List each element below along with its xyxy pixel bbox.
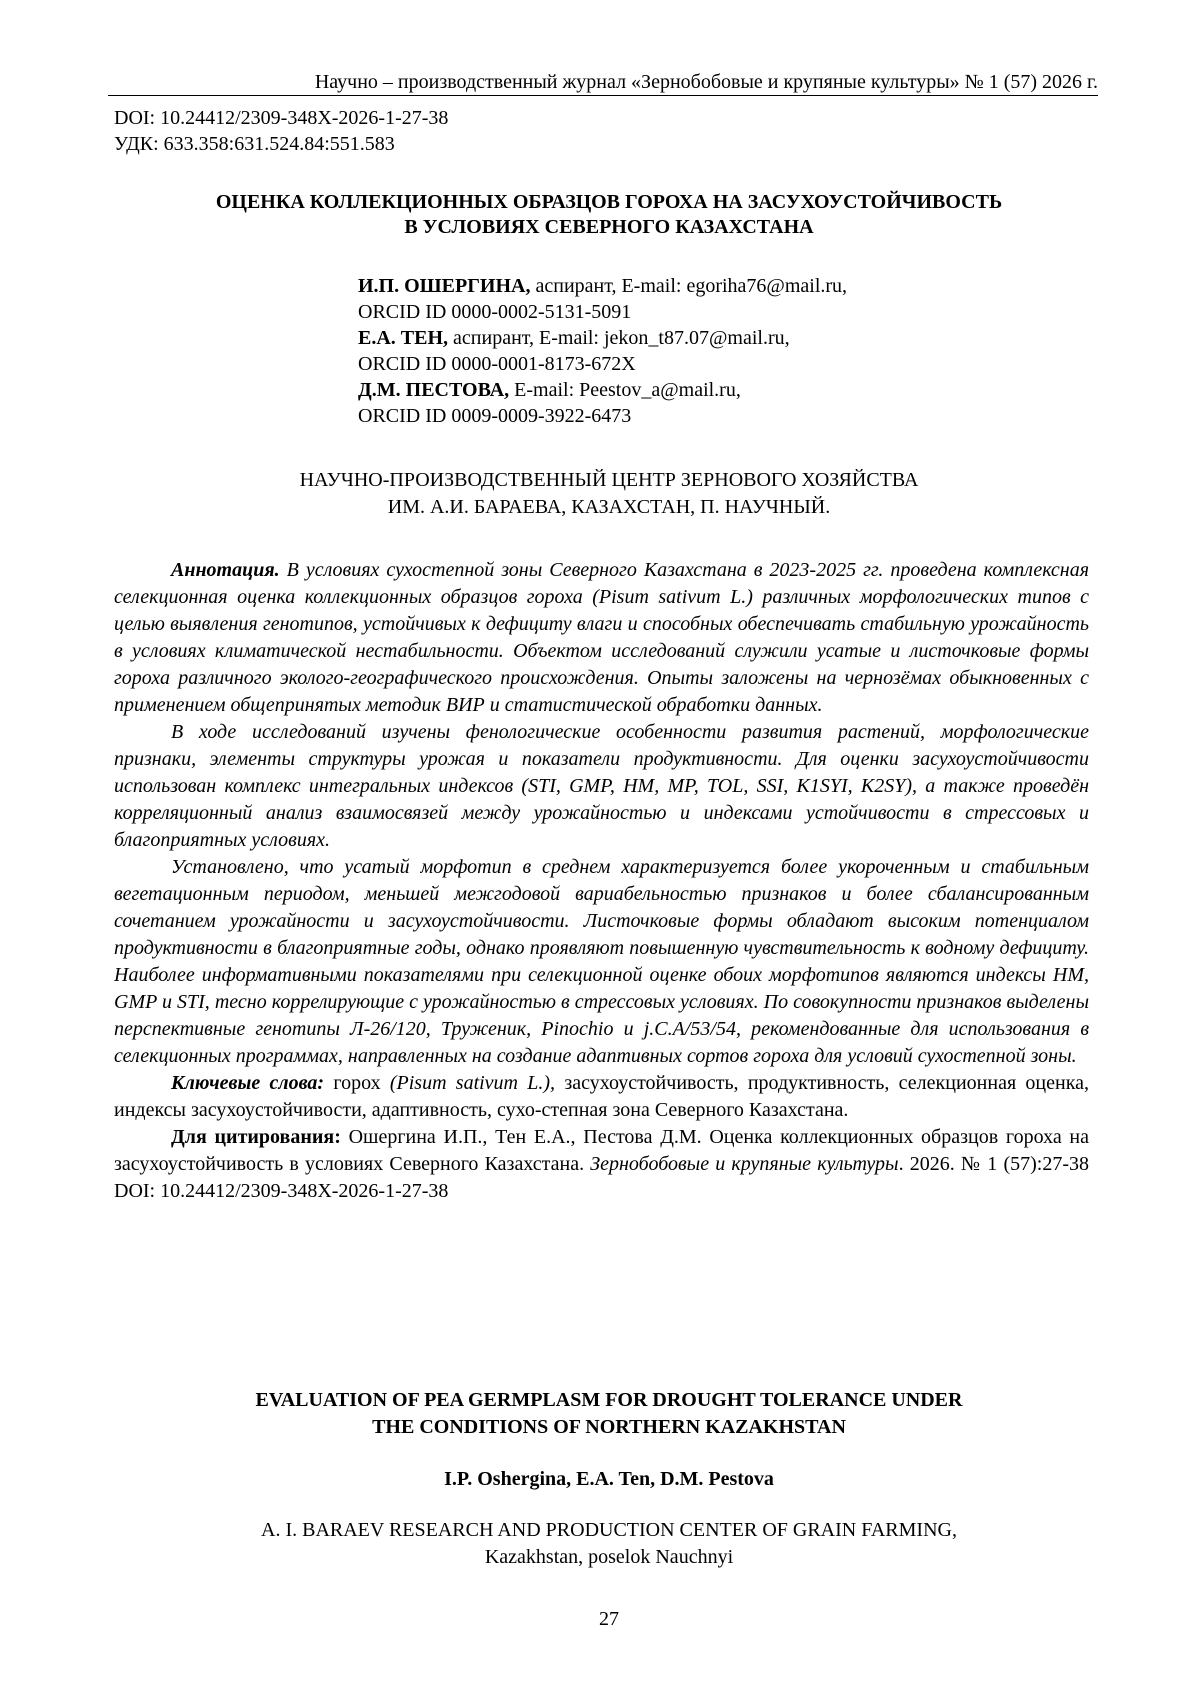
title-line-2: В УСЛОВИЯХ СЕВЕРНОГО КАЗАХСТАНА bbox=[404, 216, 814, 238]
keywords-latin: (Pisum sativum L.), bbox=[389, 1072, 556, 1094]
affiliation-line-1: НАУЧНО-ПРОИЗВОДСТВЕННЫЙ ЦЕНТР ЗЕРНОВОГО ХОЗЯЙСТВА bbox=[299, 469, 919, 491]
author-1 bbox=[358, 273, 847, 299]
author-2 bbox=[358, 325, 847, 351]
abstract-label: Аннотация. bbox=[171, 559, 280, 581]
citation-text-2: . 2026. № 1 (57):27-38 DOI: 10.24412/2309-348X-2026-1-27-38 bbox=[114, 1153, 1089, 1202]
english-title-line-1: EVALUATION OF PEA GERMPLASM FOR DROUGHT TOLERANCE UNDER bbox=[255, 1389, 963, 1411]
english-affiliation bbox=[114, 1517, 1104, 1571]
affiliation bbox=[114, 467, 1104, 521]
english-title-line-2: THE CONDITIONS OF NORTHERN KAZAKHSTAN bbox=[372, 1416, 846, 1438]
abstract-paragraph-3: Установлено, что усатый морфотип в среднем характеризуется более укороченным и стабильным вегетационным периодом, меньшей межгодовой вариабельностью признаков и более сбалансированным сочетанием урожайности и засухоустойчивости. Листочковые формы обладают высоким потенциалом продуктивности в благоприятные годы, однако проявляют повышенную чувствительность к водному дефициту. Наиболее информативными показателями при селекционной оценке обоих морфотипов являются индексы HM, GMP и STI, тесно коррелирующие с урожайностью в стрессовых условиях. По совокупности признаков выделены перспективные генотипы Л-26/120, Труженик, Pinochio и j.C.A/53/54, рекомендованные для использования в селекционных программах, направленных на создание адаптивных сортов гороха для условий сухостепной зоны. bbox=[114, 856, 1089, 1067]
author-name: Е.А. ТЕН, bbox=[358, 327, 449, 349]
author-2-orcid: ORCID ID 0000-0001-8173-672X bbox=[358, 353, 636, 375]
author-3-orcid: ORCID ID 0009-0009-3922-6473 bbox=[358, 405, 632, 427]
author-info: аспирант, E-mail: jekon_t87.07@mail.ru, bbox=[448, 327, 790, 349]
keywords bbox=[114, 1070, 1089, 1124]
author-name: И.П. ОШЕРГИНА, bbox=[358, 275, 531, 297]
doi: DOI: 10.24412/2309-348X-2026-1-27-38 bbox=[114, 107, 449, 129]
title-line-1: ОЦЕНКА КОЛЛЕКЦИОННЫХ ОБРАЗЦОВ ГОРОХА НА ЗАСУХОУСТОЙЧИВОСТЬ bbox=[215, 191, 1003, 213]
author-info: аспирант, E-mail: egoriha76@mail.ru, bbox=[530, 275, 848, 297]
abstract bbox=[114, 557, 1089, 1205]
article-title bbox=[114, 190, 1104, 240]
affiliation-line-2: ИМ. А.И. БАРАЕВА, КАЗАХСТАН, П. НАУЧНЫЙ. bbox=[387, 496, 831, 518]
udk: УДК: 633.358:631.524.84:551.583 bbox=[114, 133, 395, 155]
author-info: E-mail: Peestov_a@mail.ru, bbox=[509, 379, 741, 401]
journal-header: Научно – производственный журнал «Зернобобовые и крупяные культуры» № 1 (57) 2026 г. bbox=[108, 70, 1098, 96]
citation-text-1: Ошергина И.П., Тен Е.А., Пестова Д.М. Оценка коллекционных образцов гороха на засухоустойчивость в условиях Северного Казахстана. bbox=[114, 1126, 1089, 1175]
english-authors: I.P. Oshergina, E.A. Ten, D.M. Pestova bbox=[444, 1468, 774, 1490]
keywords-text-1: горох bbox=[324, 1072, 390, 1094]
keywords-label: Ключевые слова: bbox=[171, 1072, 325, 1094]
abstract-paragraph-2: В ходе исследований изучены фенологические особенности развития растений, морфологические признаки, элементы структуры урожая и показатели продуктивности. Для оценки засухоустойчивости использован комплекс интегральных индексов (STI, GMP, HM, MP, TOL, SSI, K1SYI, K2SY), а также проведён корреляционный анализ взаимосвязей между урожайностью и индексами устойчивости в стрессовых и благоприятных условиях. bbox=[114, 721, 1089, 851]
abstract-paragraph-1 bbox=[114, 557, 1089, 719]
page-number: 27 bbox=[599, 1608, 619, 1630]
citation bbox=[114, 1124, 1089, 1205]
author-3 bbox=[358, 377, 847, 403]
keywords-text-2: засухоустойчивость, продуктивность, селекционная оценка, индексы засухоустойчивости, адаптивность, сухо-степная зона Северного Казахстана. bbox=[114, 1072, 1089, 1121]
author-1-orcid: ORCID ID 0000-0002-5131-5091 bbox=[358, 301, 632, 323]
english-title bbox=[114, 1387, 1104, 1441]
citation-label: Для цитирования: bbox=[171, 1126, 341, 1148]
abstract-text-1: В условиях сухостепной зоны Северного Казахстана в 2023-2025 гг. проведена комплексная селекционная оценка коллекционных образцов гороха (Pisum sativum L.) различных морфологических типов с целью выявления генотипов, устойчивых к дефициту влаги и способных обеспечивать стабильную урожайность в условиях климатической нестабильности. Объектом исследований служили усатые и листочковые формы гороха различного эколого-географического происхождения. Опыты заложены на чернозёмах обыкновенных с применением общепринятых методик ВИР и статистической обработки данных. bbox=[114, 559, 1089, 716]
english-affiliation-line-1: A. I. BARAEV RESEARCH AND PRODUCTION CENTER OF GRAIN FARMING, bbox=[261, 1519, 957, 1541]
citation-journal: Зернобобовые и крупяные культуры bbox=[590, 1153, 899, 1175]
english-affiliation-line-2: Kazakhstan, poselok Nauchnyi bbox=[484, 1546, 734, 1568]
author-list bbox=[358, 273, 847, 429]
author-name: Д.М. ПЕСТОВА, bbox=[358, 379, 510, 401]
